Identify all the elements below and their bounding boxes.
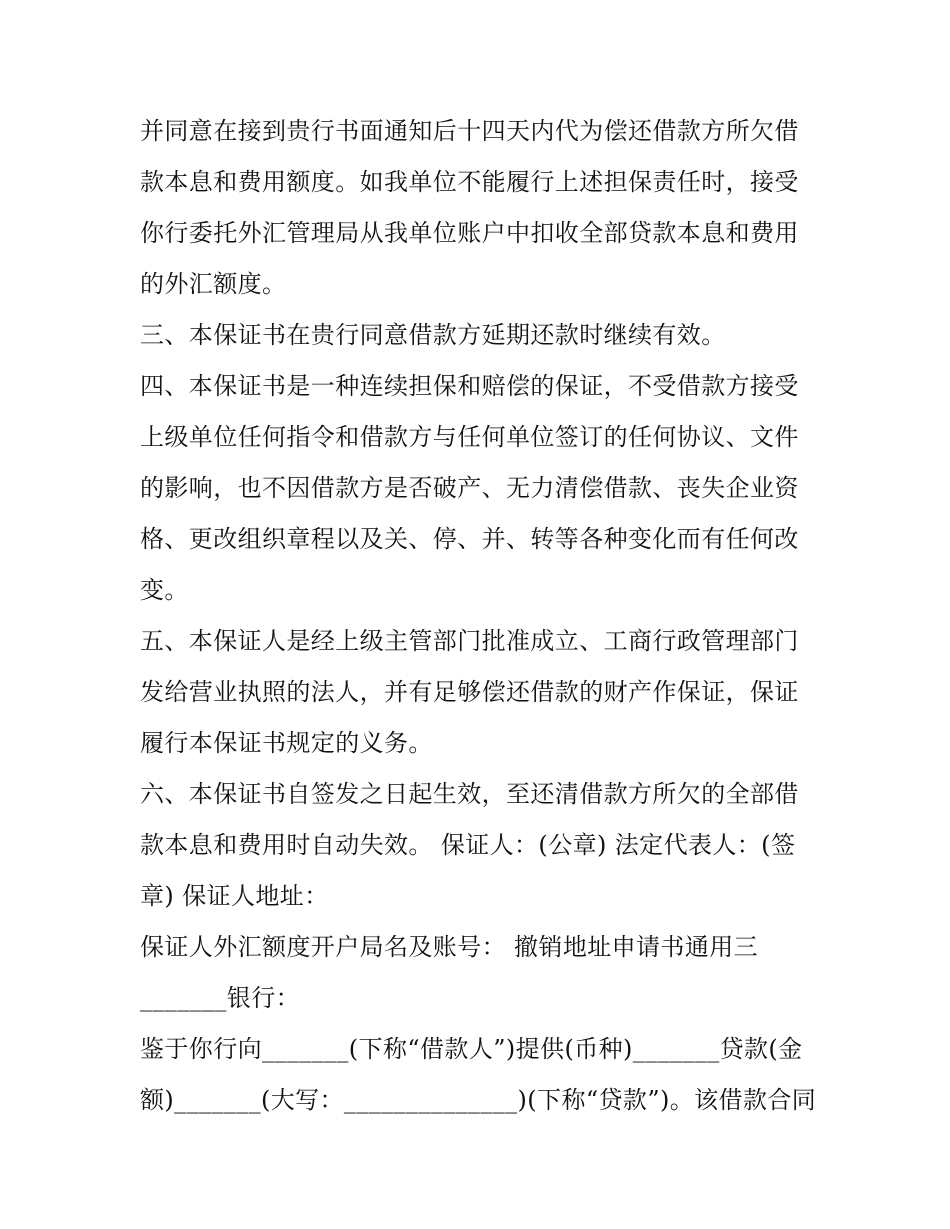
document-body bbox=[140, 106, 820, 1126]
text-line: 的影响，也不因借款方是否破产、无力清偿借款、丧失企业资 bbox=[140, 474, 799, 502]
bank-blank-line: _______银行： bbox=[140, 984, 300, 1012]
text-line: 发给营业执照的法人，并有足够偿还借款的财产作保证，保证 bbox=[140, 678, 799, 706]
text-line: 履行本保证书规定的义务。 bbox=[140, 729, 433, 757]
text-line: 款本息和费用额度。如我单位不能履行上述担保责任时，接受 bbox=[140, 168, 799, 196]
clause-4: 四、本保证书是一种连续担保和赔偿的保证，不受借款方接受 bbox=[140, 372, 799, 400]
text-line: 你行委托外汇管理局从我单位账户中扣收全部贷款本息和费用 bbox=[140, 219, 799, 247]
text-line: 的外汇额度。 bbox=[140, 270, 287, 298]
account-info-line: 保证人外汇额度开户局名及账号： 撤销地址申请书通用三 bbox=[140, 933, 759, 961]
loan-amount-line: 额)_______(大写：______________)(下称“贷款”)。该借款合同 bbox=[140, 1086, 817, 1114]
text-line: 变。 bbox=[140, 576, 189, 604]
clause-5: 五、本保证人是经上级主管部门批准成立、工商行政管理部门 bbox=[140, 627, 799, 655]
clause-3: 三、本保证书在贵行同意借款方延期还款时继续有效。 bbox=[140, 321, 726, 349]
guarantor-address-line: 章) 保证人地址： bbox=[140, 882, 329, 910]
text-line: 并同意在接到贵行书面通知后十四天内代为偿还借款方所欠借 bbox=[140, 117, 799, 145]
loan-terms-line: 鉴于你行向_______(下称“借款人”)提供(币种)_______贷款(金 bbox=[140, 1035, 803, 1063]
clause-6: 六、本保证书自签发之日起生效，至还清借款方所欠的全部借 bbox=[140, 780, 799, 808]
text-line: 上级单位任何指令和借款方与任何单位签订的任何协议、文件 bbox=[140, 423, 799, 451]
text-line: 格、更改组织章程以及关、停、并、转等各种变化而有任何改 bbox=[140, 525, 799, 553]
signature-line: 款本息和费用时自动失效。 保证人：(公章) 法定代表人：(签 bbox=[140, 831, 796, 859]
